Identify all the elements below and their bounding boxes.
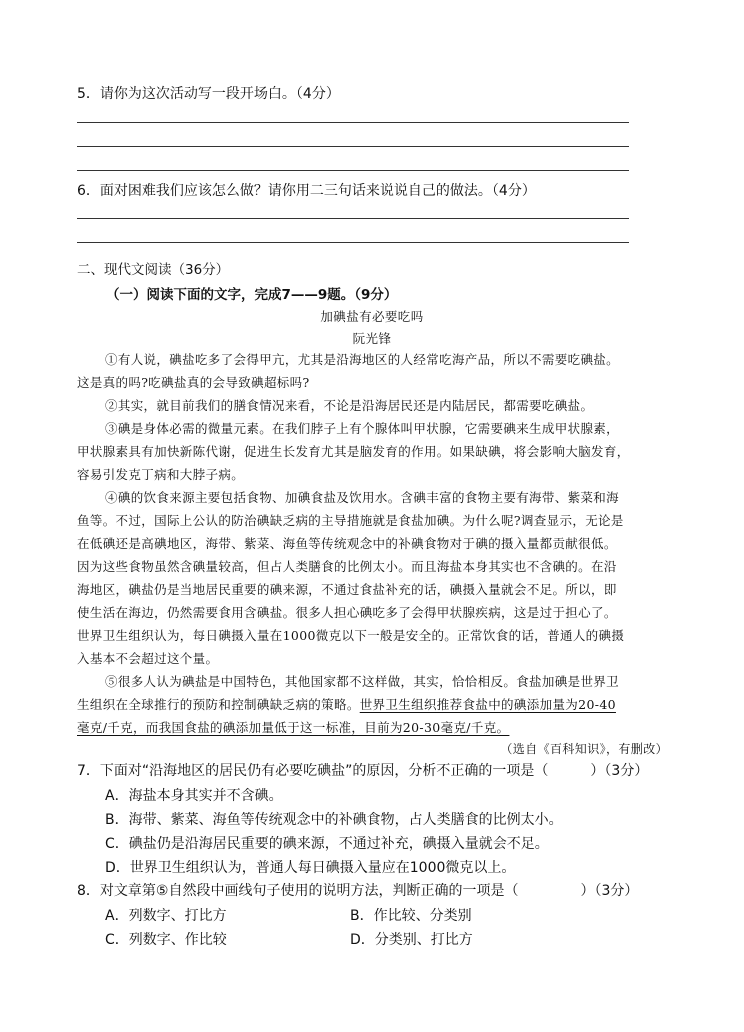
option-a: A．海盐本身其实并不含碘。 [105,788,283,804]
section-title: 二、现代文阅读（36分） [77,262,230,278]
article-paragraph-line: 因为这些食物虽然含碘量较高，但占人类膳食的比例太小。而且海盐本身其实也不含碘的。在沿 [77,559,617,574]
question-7 [77,760,648,780]
article-source: （选自《百科知识》，有删改） [500,742,668,756]
article-paragraph-line: ⑤很多人认为碘盐是中国特色，其他国家都不这样做，其实，恰恰相反。食盐加碘是世界卫 [105,674,620,689]
article-title: 加碘盐有必要吃吗 [320,309,424,324]
option-c: C．列数字、作比较 [105,932,227,948]
article-paragraph-line: 使生活在海边，仍然需要食用含碘盐。很多人担心碘吃多了会得甲状腺疾病，这是过于担心了。 [77,605,617,620]
option-a: A．列数字、打比方 [105,908,227,924]
option-b: B．作比较、分类别 [350,908,472,924]
answer-line [77,170,629,171]
underlined-sentence: 世界卫生组织推荐食盐中的碘添加量为20-40 [359,697,616,712]
answer-line [77,218,629,219]
article-paragraph-line: 甲状腺素具有加快新陈代谢，促进生长发育尤其是脑发育的作用。如果缺碘，将会影响大脑发育， [77,444,630,459]
question-8-stem: 8．对文章第⑤自然段中画线句子使用的说明方法，判断正确的一项是（ [77,883,519,899]
question-8 [77,880,638,900]
part-instruction: （一）阅读下面的文字，完成7——9题。（9分） [106,287,398,303]
option-c: C．碘盐仍是沿海居民重要的碘来源，不通过补充，碘摄入量就会不足。 [105,836,549,852]
answer-line [77,122,629,123]
option-b: B．海带、紫菜、海鱼等传统观念中的补碘食物，占人类膳食的比例太小。 [105,812,563,828]
article-paragraph-line: 入基本不会超过这个量。 [77,651,219,666]
underlined-sentence: 毫克/千克，而我国食盐的碘添加量低于这一标准，目前为20-30毫克/千克。 [77,720,510,735]
article-paragraph-line: ②其实，就目前我们的膳食情况来看，不论是沿海居民还是内陆居民，都需要吃碘盐。 [105,398,594,413]
paragraph-text: 生组织在全球推行的预防和控制碘缺乏病的策略。 [77,697,360,712]
question-8-score: ）（3分） [580,883,639,899]
question-7-score: ）（3分） [590,763,649,779]
article-paragraph-line: 这是真的吗?吃碘盐真的会导致碘超标吗? [77,375,310,390]
article-paragraph-line: 在低碘还是高碘地区，海带、紫菜、海鱼等传统观念中的补碘食物对于碘的摄入量都贡献很低。 [77,536,617,551]
article-author: 阮光锋 [352,331,392,346]
article-paragraph-line: 世界卫生组织认为，每日碘摄入量在1000微克以下一般是安全的。正常饮食的话，普通人的碘摄 [77,628,625,643]
article-paragraph-line: ④碘的饮食来源主要包括食物、加碘食盐及饮用水。含碘丰富的食物主要有海带、紫菜和海 [105,490,620,505]
option-d: D．分类别、打比方 [350,932,473,948]
article-paragraph-line: ③碘是身体必需的微量元素。在我们脖子上有个腺体叫甲状腺，它需要碘来生成甲状腺素， [105,421,620,436]
question-6: 6．面对困难我们应该怎么做？请你用二三句话来说说自己的做法。（4分） [77,183,536,199]
article-paragraph-line [77,695,669,713]
article-paragraph-line: 鱼等。不过，国际上公认的防治碘缺乏病的主导措施就是食盐加碘。为什么呢?调查显示，无论是 [77,513,624,528]
article-paragraph-line: ①有人说，碘盐吃多了会得甲亢，尤其是沿海地区的人经常吃海产品，所以不需要吃碘盐。 [105,352,620,367]
option-d: D．世界卫生组织认为，普通人每日碘摄入量应在1000微克以上。 [105,860,516,876]
article-paragraph-line: 海地区，碘盐仍是当地居民重要的碘来源，不通过食盐补充的话，碘摄入量就会不足。所以，即 [77,582,617,597]
answer-line [77,146,629,147]
question-7-stem: 7．下面对“沿海地区的居民仍有必要吃碘盐”的原因，分析不正确的一项是（ [77,763,549,779]
answer-line [77,242,629,243]
question-5: 5．请你为这次活动写一段开场白。（4分） [77,86,340,102]
article-paragraph-line: 容易引发克丁病和大脖子病。 [77,467,245,482]
